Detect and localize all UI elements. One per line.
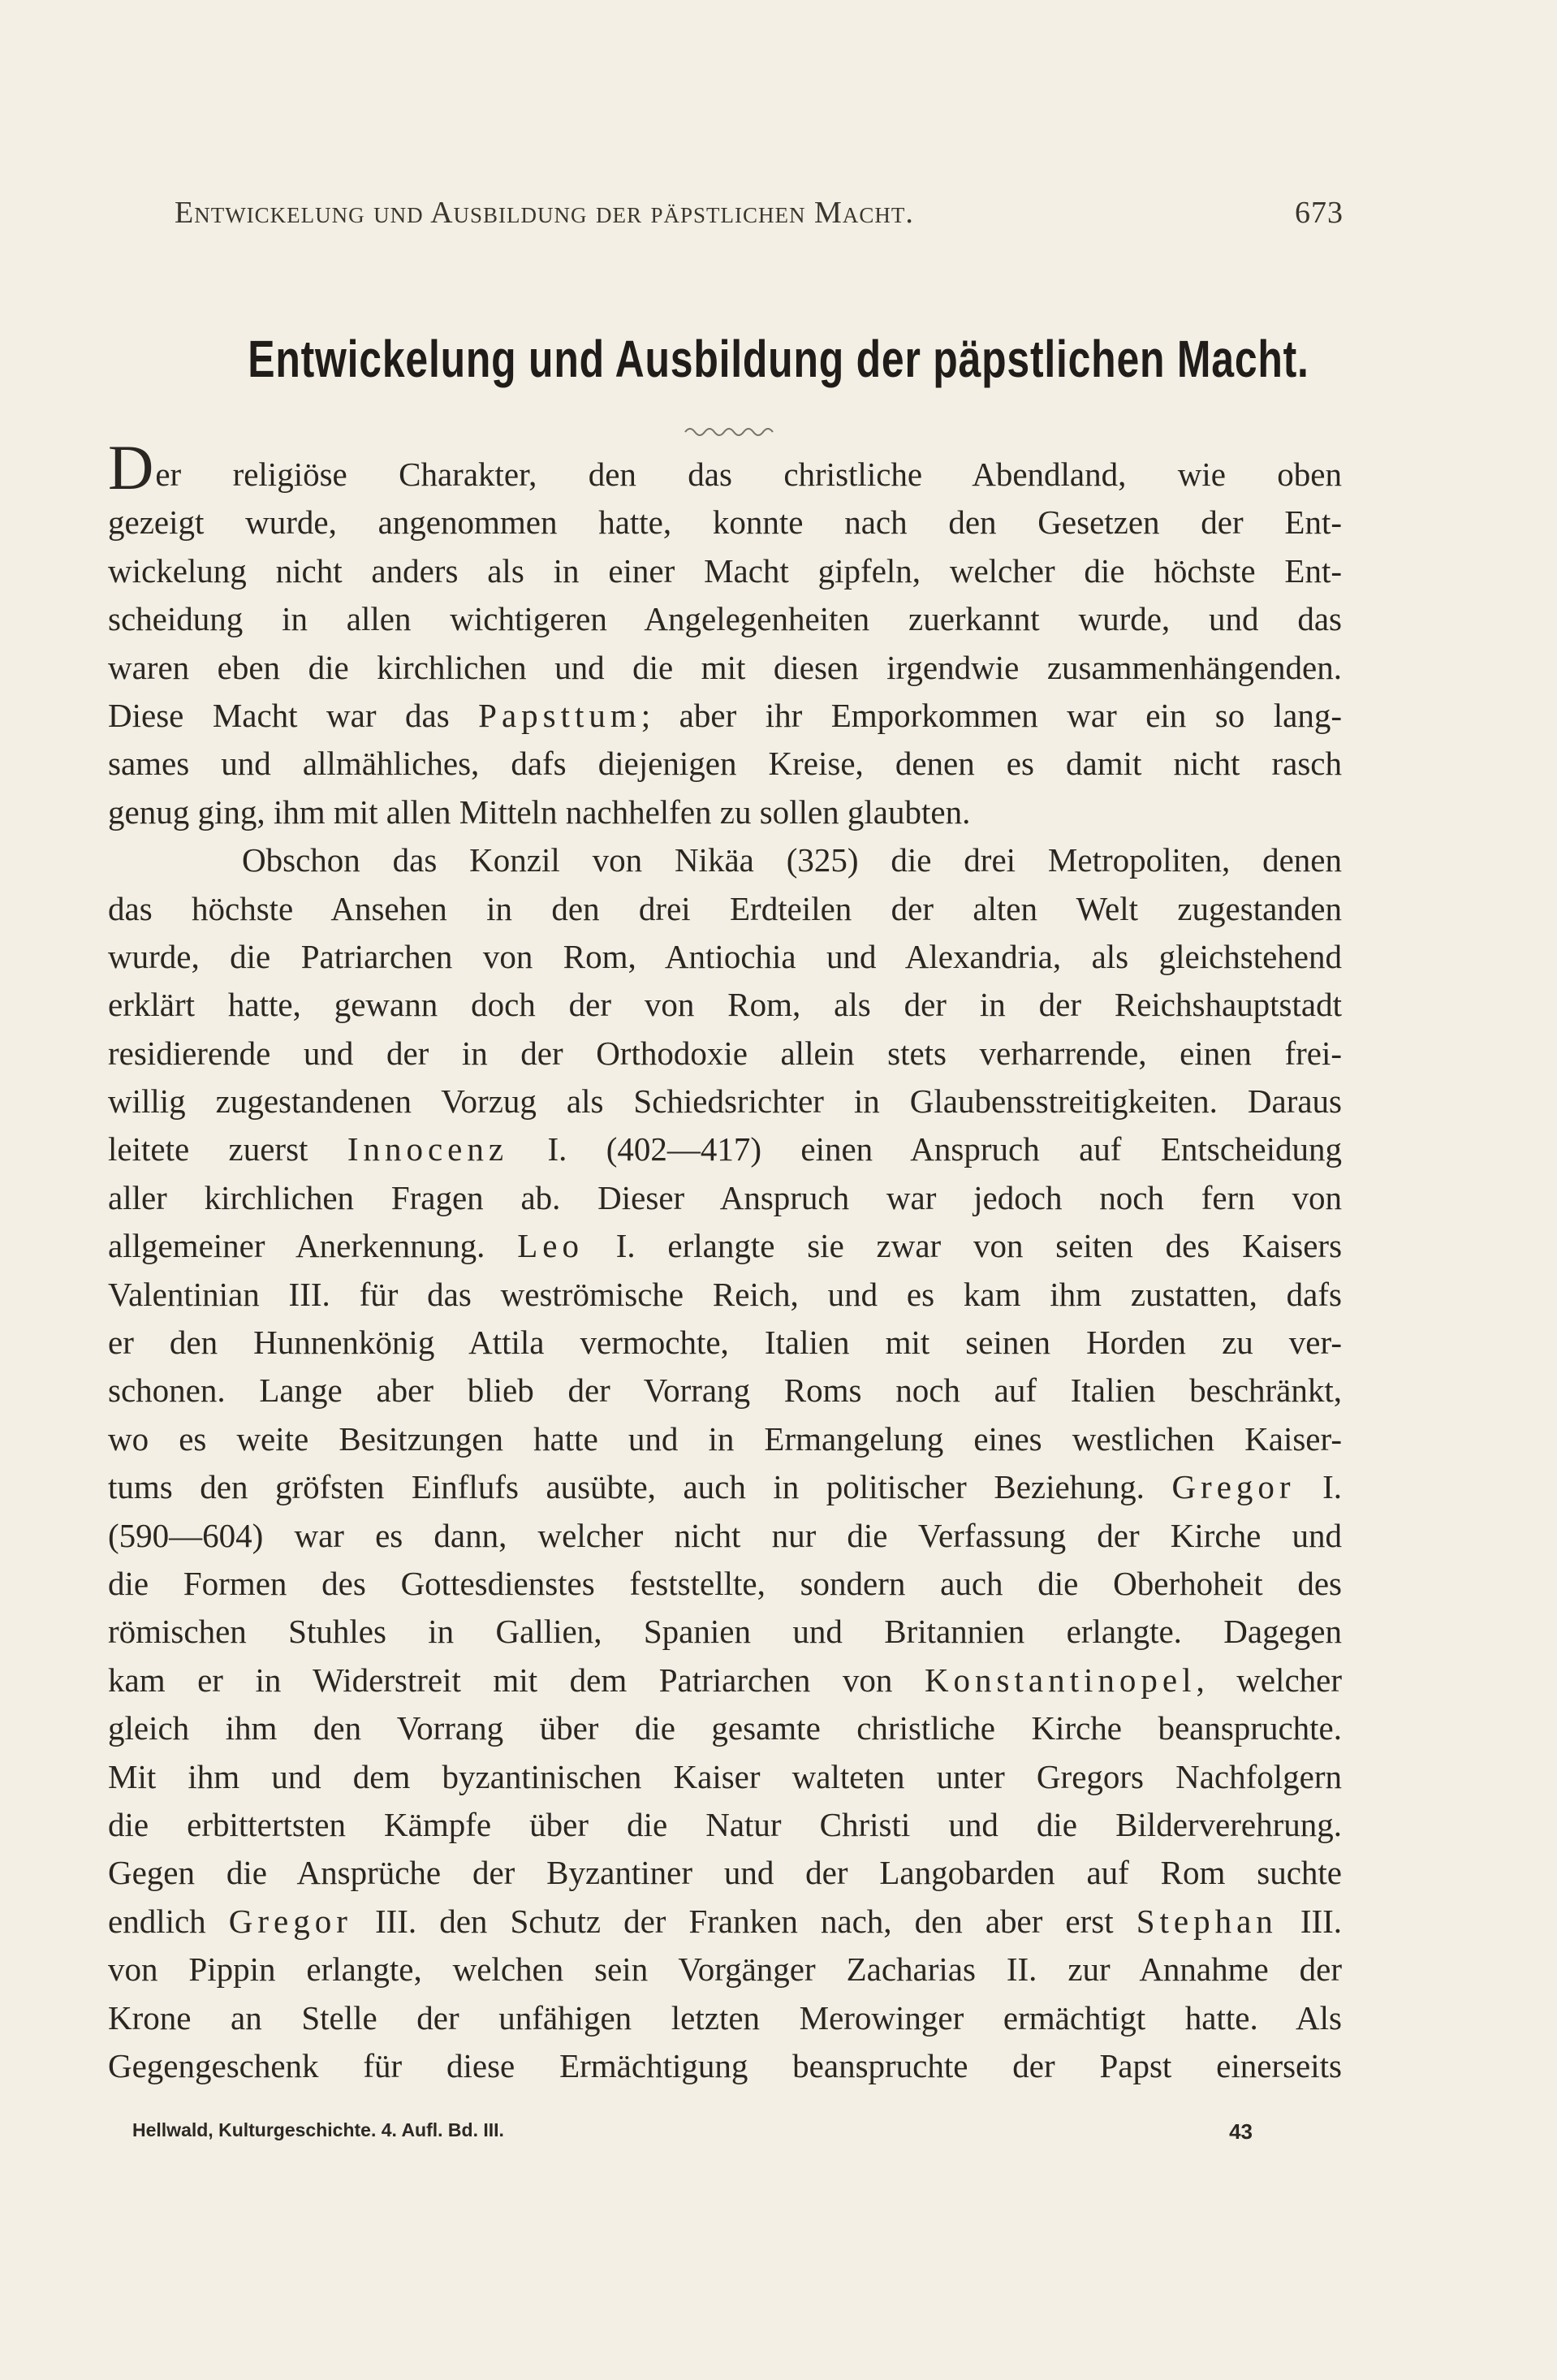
text-line: wickelung nicht anders als in einer Macht gipfeln, welcher die höchste Ent- — [108, 551, 1342, 590]
text-line: Der religiöse Charakter, den das christliche Abendland, wie oben — [108, 431, 1342, 503]
emphasis-gregor-iii: Gregor — [228, 1902, 352, 1940]
text-line: scheidung in allen wichtigeren Angelegenheiten zuerkannt wurde, und das — [108, 600, 1342, 638]
text-line: von Pippin erlangte, welchen sein Vorgänger Zacharias II. zur Annahme der — [108, 1950, 1342, 1989]
footer-citation: Hellwald, Kulturgeschichte. 4. Aufl. Bd. III. — [132, 2119, 504, 2140]
text-line: Krone an Stelle der unfähigen letzten Merowinger ermächtigt hatte. Als — [108, 1998, 1342, 2037]
emphasis-konstantinopel: Konstantinopel — [924, 1661, 1197, 1699]
chapter-title: Entwickelung und Ausbildung der päpstlichen Macht. — [248, 330, 1309, 388]
text-line: (590—604) war es dann, welcher nicht nur die Verfassung der Kirche und — [108, 1516, 1342, 1554]
text-line: Gegengeschenk für diese Ermächtigung beanspruchte der Papst einerseits — [108, 2046, 1342, 2084]
text-line: Valentinian III. für das weströmische Reich, und es kam ihm zustatten, dafs — [108, 1275, 1342, 1313]
ornament-divider-icon — [682, 422, 779, 438]
text-line: leitete zuerst Innocenz I. (402—417) einen Anspruch auf Entscheidung — [108, 1130, 1342, 1168]
text-line: kam er in Widerstreit mit dem Patriarchen von Konstantinopel, welcher — [108, 1661, 1342, 1699]
text-line: die Formen des Gottesdienstes feststellte, sondern auch die Oberhoheit des — [108, 1564, 1342, 1602]
text-line: waren eben die kirchlichen und die mit diesen irgendwie zusammenhängenden. — [108, 648, 1342, 686]
emphasis-innocenz: Innocenz — [347, 1130, 509, 1168]
text-line: er den Hunnenkönig Attila vermochte, Italien mit seinen Horden zu ver- — [108, 1324, 1342, 1362]
text-line: wurde, die Patriarchen von Rom, Antiochia und Alexandria, als gleichstehend — [108, 937, 1342, 975]
page-number: 673 — [1295, 196, 1344, 230]
emphasis-gregor: Gregor — [1171, 1468, 1296, 1506]
text-line: allgemeiner Anerkennung. Leo I. erlangte sie zwar von seiten des Kaisers — [108, 1227, 1343, 1265]
text-line: Mit ihm und dem byzantinischen Kaiser walteten unter Gregors Nachfolgern — [108, 1757, 1342, 1795]
signature-mark: 43 — [1229, 2119, 1253, 2144]
text-line: das höchste Ansehen in den drei Erdteilen der alten Welt zugestanden — [108, 889, 1342, 927]
emphasis-papsttum: Papsttum — [478, 696, 641, 734]
text-line: römischen Stuhles in Gallien, Spanien und Britannien erlangte. Dagegen — [108, 1613, 1342, 1651]
text-line: endlich Gregor III. den Schutz der Franken nach, den aber erst Stephan III. — [108, 1902, 1343, 1940]
drop-cap: D — [108, 431, 154, 503]
text-line: gezeigt wurde, angenommen hatte, konnte nach den Gesetzen der Ent- — [108, 503, 1342, 542]
text-line: Diese Macht war das Papsttum; aber ihr Emporkommen war ein so lang- — [108, 696, 1342, 734]
text-line: Gegen die Ansprüche der Byzantiner und der Langobarden auf Rom suchte — [108, 1854, 1342, 1892]
emphasis-stephan: Stephan — [1136, 1902, 1278, 1940]
text-line: gleich ihm den Vorrang über die gesamte christliche Kirche beanspruchte. — [108, 1709, 1342, 1747]
text-line: residierende und der in der Orthodoxie allein stets verharrende, einen frei- — [108, 1034, 1342, 1072]
text-line: willig zugestandenen Vorzug als Schiedsrichter in Glaubensstreitigkeiten. Daraus — [108, 1082, 1342, 1121]
text-line: erklärt hatte, gewann doch der von Rom, als der in der Reichshauptstadt — [108, 986, 1342, 1024]
running-title: Entwickelung und Ausbildung der päpstlichen Macht. — [175, 196, 914, 230]
text-line: genug ging, ihm mit allen Mitteln nachhelfen zu sollen glaubten. — [108, 793, 971, 831]
running-header — [175, 195, 1344, 244]
text-line: aller kirchlichen Fragen ab. Dieser Anspruch war jedoch noch fern von — [108, 1178, 1342, 1216]
text-line: Obschon das Konzil von Nikäa (325) die drei Metropoliten, denen — [242, 841, 1342, 879]
emphasis-leo: Leo — [517, 1227, 584, 1265]
text-line: tums den gröfsten Einflufs ausübte, auch in politischer Beziehung. Gregor I. — [108, 1468, 1342, 1506]
text-line: die erbittertsten Kämpfe über die Natur Christi und die Bilderverehrung. — [108, 1805, 1342, 1843]
text-line: schonen. Lange aber blieb der Vorrang Roms noch auf Italien beschränkt, — [108, 1371, 1342, 1410]
text-line: wo es weite Besitzungen hatte und in Ermangelung eines westlichen Kaiser- — [108, 1419, 1342, 1458]
text-line: sames und allmähliches, dafs diejenigen Kreise, denen es damit nicht rasch — [108, 745, 1342, 783]
page-footer — [132, 2119, 1253, 2152]
body-text — [108, 431, 1343, 2090]
